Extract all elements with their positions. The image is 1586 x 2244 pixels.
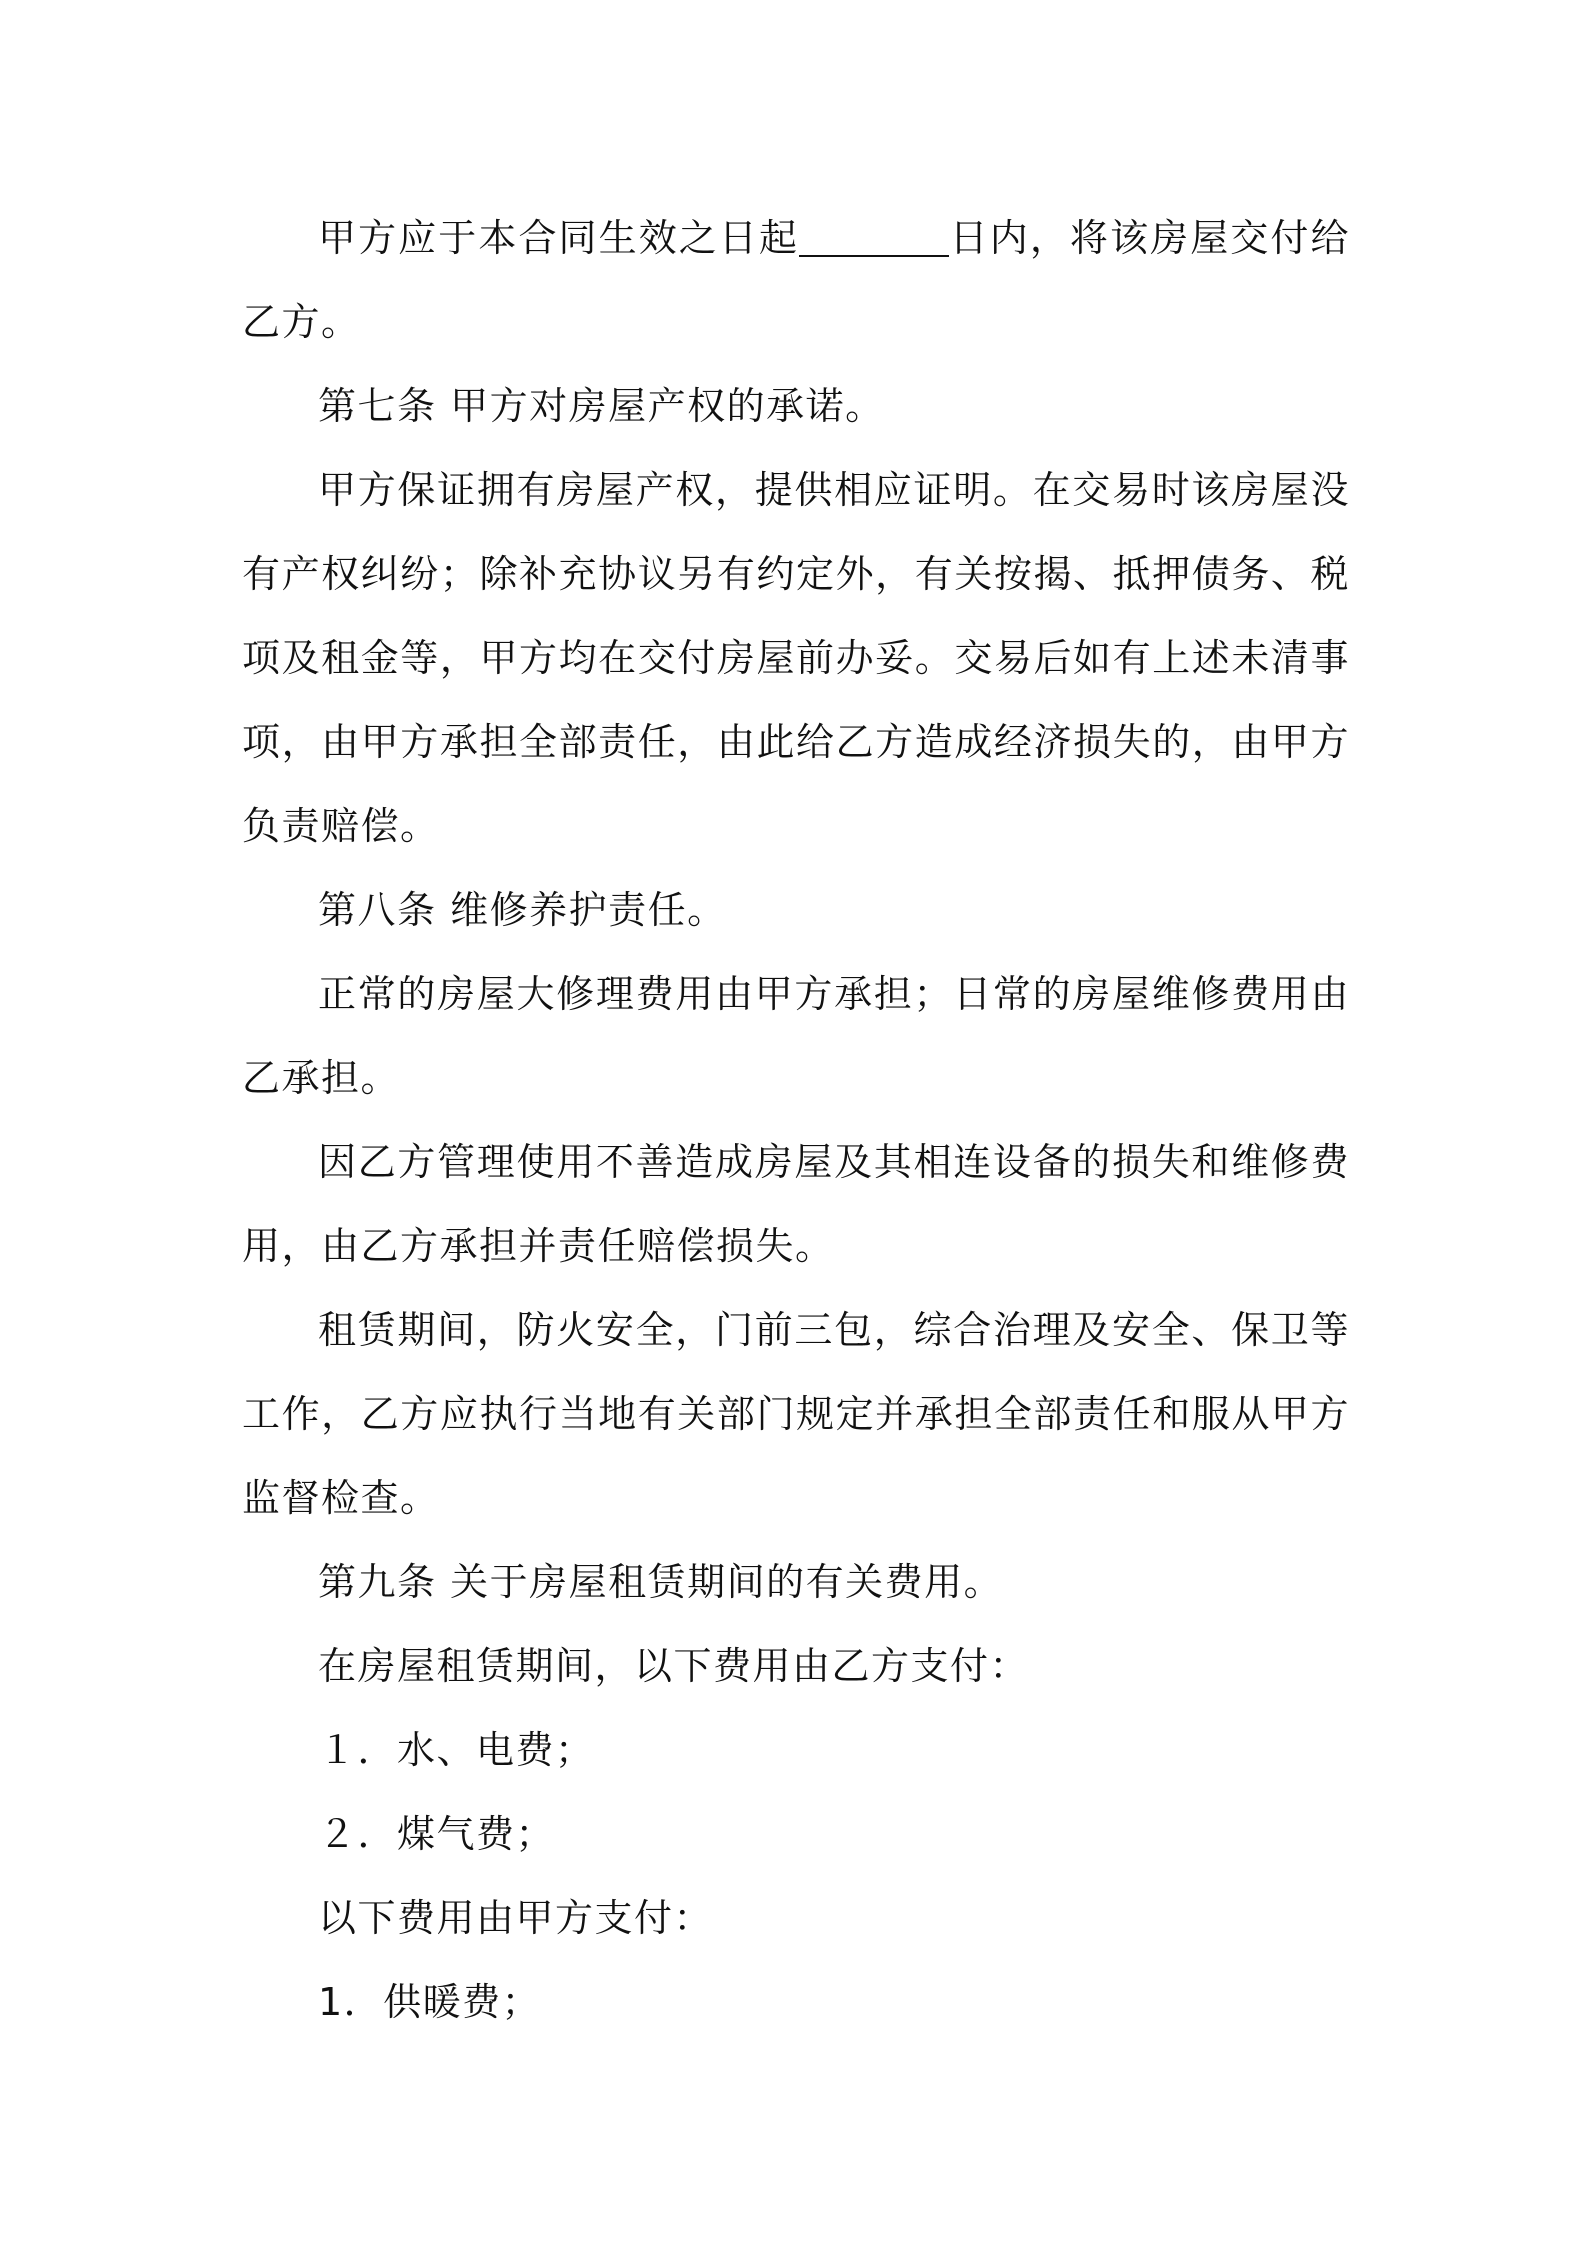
article-8-body-safety: 租赁期间，防火安全，门前三包，综合治理及安全、保卫等工作，乙方应执行当地有关部门规定并承担全部责任和服从甲方监督检查。 [242, 1308, 1350, 1520]
article-9-tenant-fees-intro: 在房屋租赁期间，以下费用由乙方支付： [318, 1644, 1030, 1688]
article-7-body: 甲方保证拥有房屋产权，提供相应证明。在交易时该房屋没有产权纠纷；除补充协议另有约定外，有关按揭、抵押债务、税项及租金等，甲方均在交付房屋前办妥。交易后如有上述未清事项，由甲方承担全部责任，由此给乙方造成经济损失的，由甲方负责赔偿。 [242, 468, 1350, 848]
paragraph-delivery [242, 196, 1350, 364]
article-9-landlord-fees-intro: 以下费用由甲方支付： [318, 1896, 714, 1940]
article-8-body-repairs: 正常的房屋大修理费用由甲方承担；日常的房屋维修费用由乙承担。 [242, 972, 1350, 1100]
paragraph-delivery-after: 日内，将该房屋交付给乙方。 [242, 216, 1350, 344]
fill-in-blank-days [799, 217, 949, 257]
article-8-heading: 第八条 维修养护责任。 [318, 888, 727, 932]
article-7-heading: 第七条 甲方对房屋产权的承诺。 [318, 384, 885, 428]
article-8-body-damage: 因乙方管理使用不善造成房屋及其相连设备的损失和维修费用，由乙方承担并责任赔偿损失。 [242, 1140, 1350, 1268]
list-item-gas: ２．煤气费； [318, 1812, 556, 1856]
list-item-water-electricity: １．水、电费； [318, 1728, 595, 1772]
article-9-heading: 第九条 关于房屋租赁期间的有关费用。 [318, 1560, 1004, 1604]
list-item-heating: 1．供暖费； [318, 1980, 542, 2024]
paragraph-delivery-before: 甲方应于本合同生效之日起 [318, 216, 800, 260]
document-body [242, 196, 1350, 2044]
